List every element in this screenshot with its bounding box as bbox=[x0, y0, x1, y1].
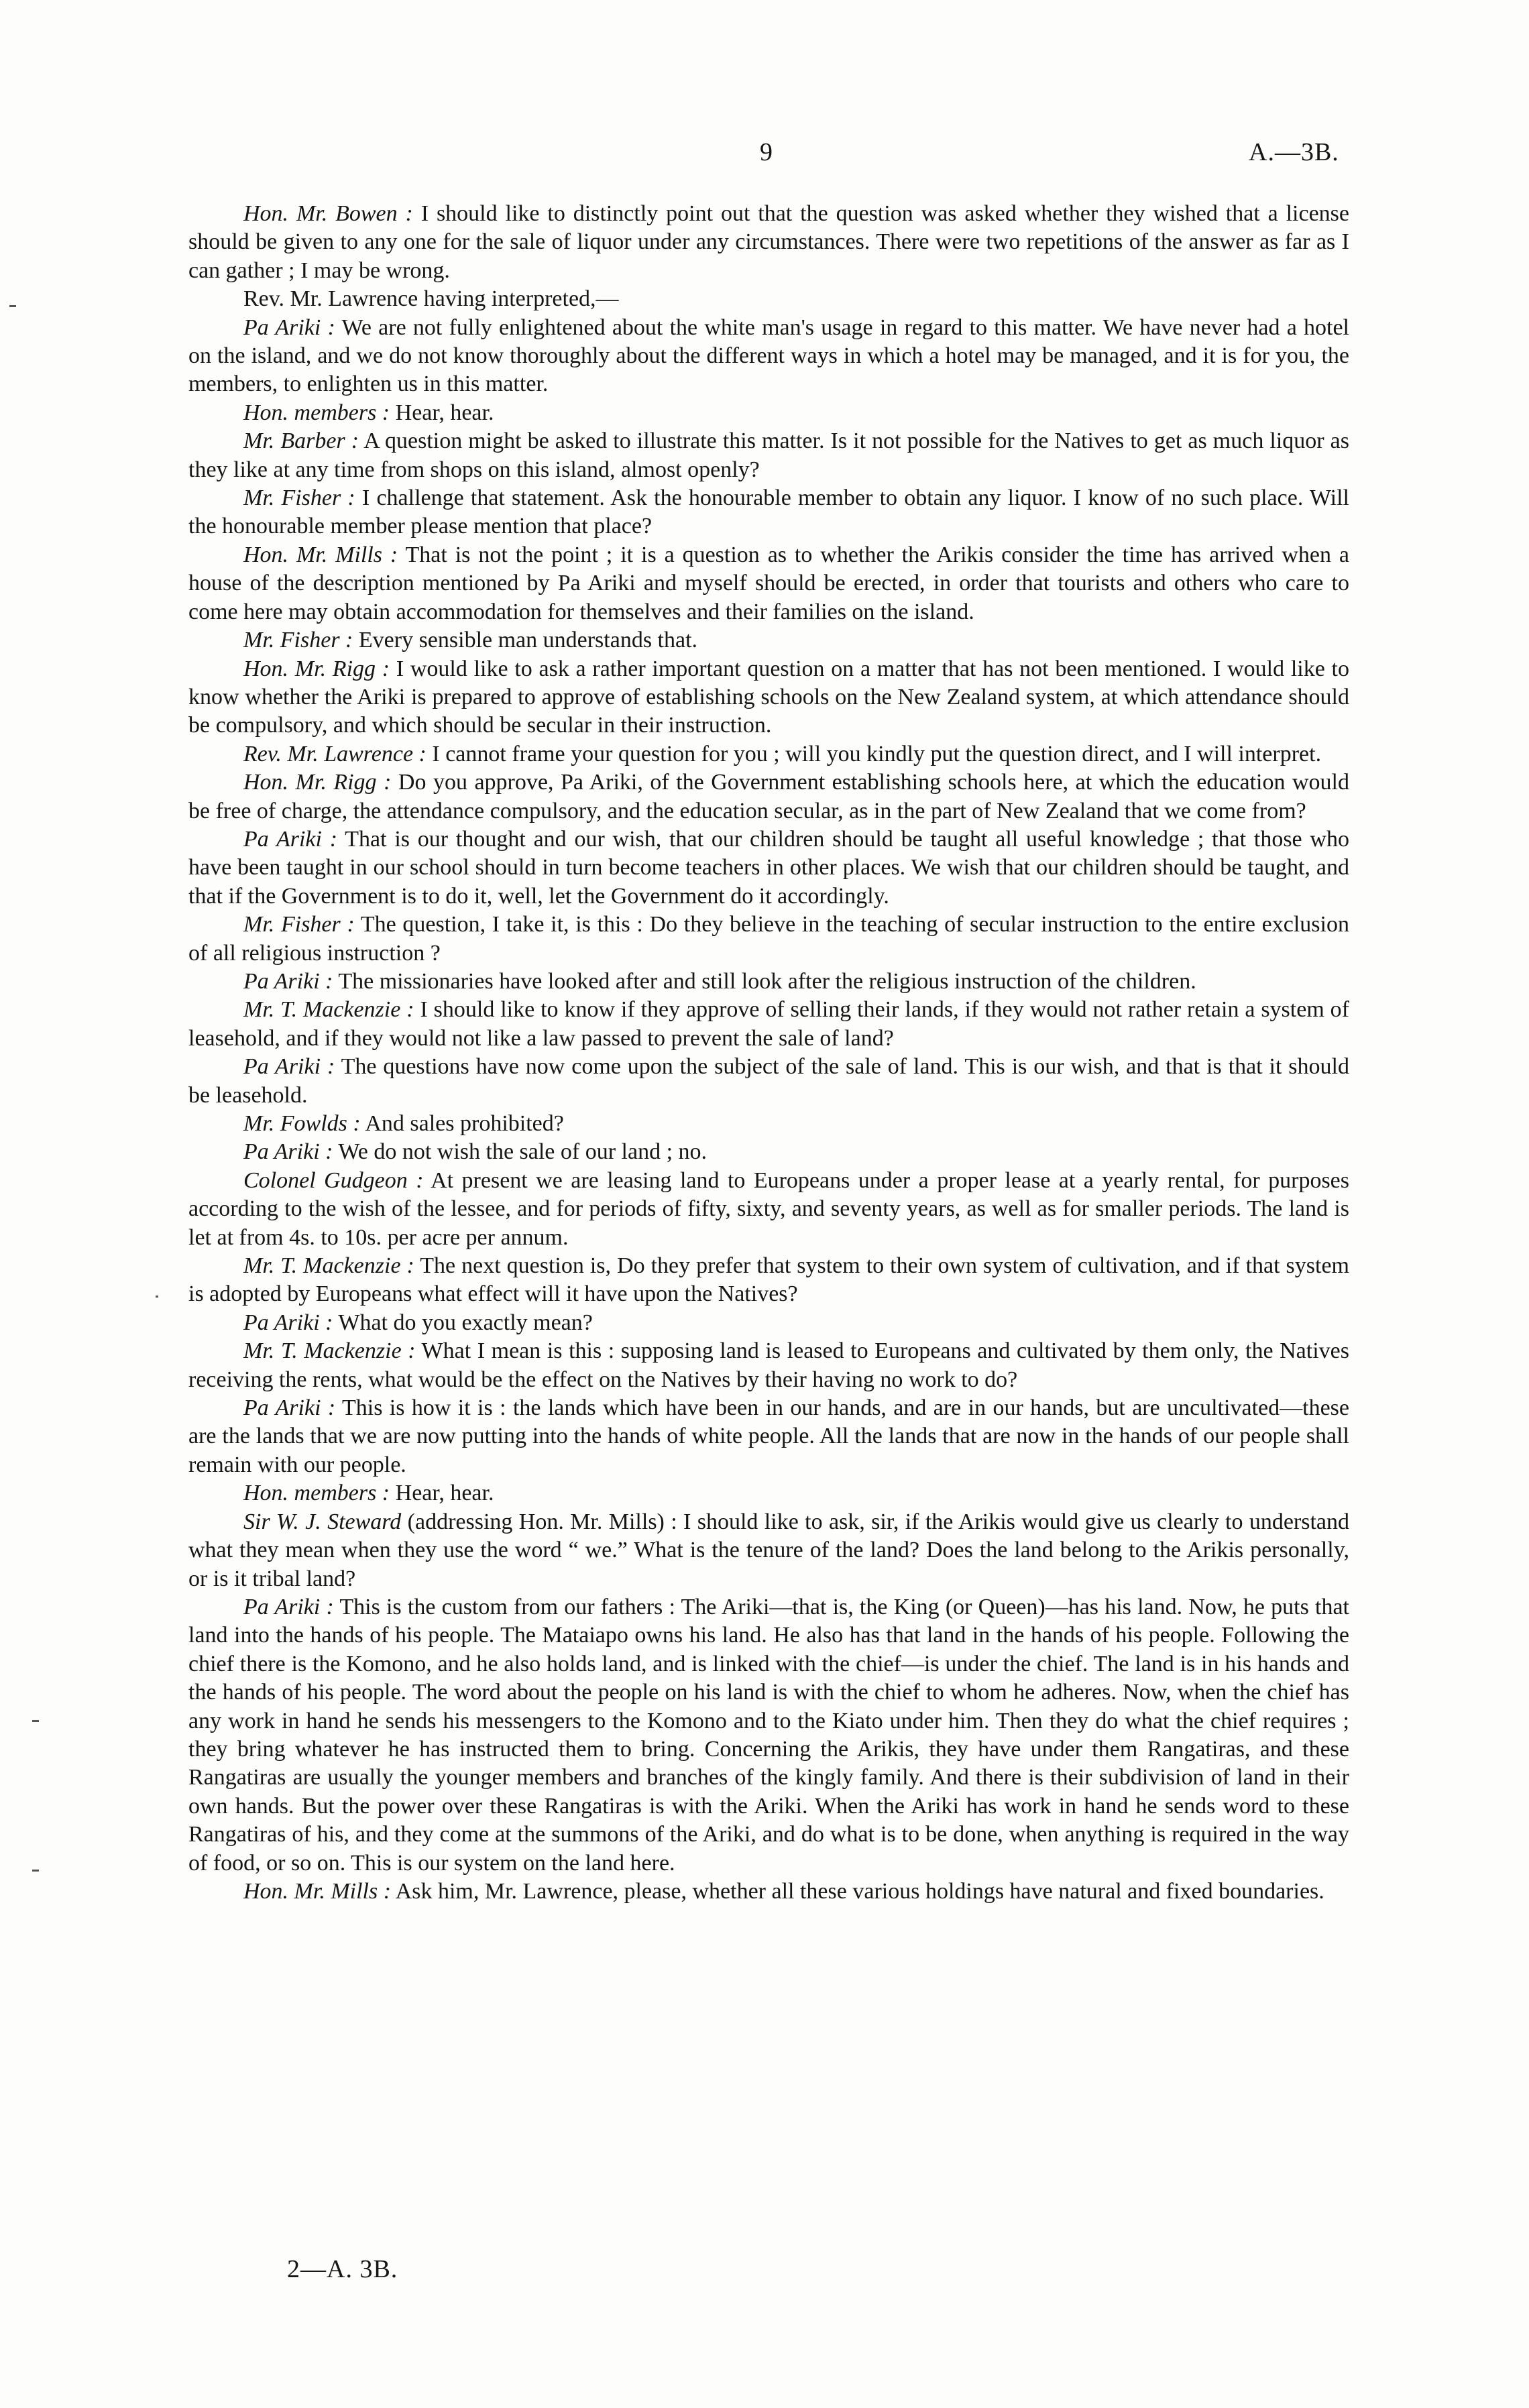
paragraph bbox=[188, 285, 1349, 313]
paragraph-text: Hear, hear. bbox=[390, 400, 494, 425]
paragraph-text: Rev. Mr. Lawrence having interpreted,— bbox=[243, 286, 619, 312]
paragraph bbox=[188, 1309, 1349, 1337]
paragraph bbox=[188, 484, 1349, 541]
document-code: A.—3B. bbox=[1249, 138, 1339, 166]
speaker-name: Mr. Barber : bbox=[243, 428, 359, 454]
paragraph bbox=[188, 1593, 1349, 1878]
speaker-name: Hon. Mr. Mills : bbox=[243, 542, 398, 567]
speaker-name: Mr. T. Mackenzie : bbox=[243, 997, 414, 1023]
paragraph-text: Do you approve, Pa Ariki, of the Government establishing schools here, at which the education would be free of charge, the attendance compulsory, and the education secular, as in the part of New Zealand that we come from? bbox=[188, 770, 1349, 823]
paragraph bbox=[188, 314, 1349, 399]
paragraph bbox=[188, 768, 1349, 825]
paragraph-text: I cannot frame your question for you ; will you kindly put the question direct, and I will interpret. bbox=[426, 741, 1322, 766]
paragraph bbox=[188, 200, 1349, 285]
speaker-name: Sir W. J. Steward bbox=[243, 1509, 402, 1534]
paragraph-text: This is how it is : the lands which have been in our hands, and are in our hands, but are uncultivated—these are the lands that we are now putting into the hands of white people. All the lands that are now in the hands of our people shall remain with our people. bbox=[188, 1395, 1349, 1477]
paragraph bbox=[188, 1479, 1349, 1507]
speaker-name: Mr. T. Mackenzie : bbox=[243, 1338, 416, 1364]
speaker-name: Colonel Gudgeon : bbox=[243, 1167, 424, 1193]
paragraph-text: This is the custom from our fathers : The Ariki—that is, the King (or Queen)—has his land. Now, he puts that land into the hands of his people. The Mataiapo owns his land. He also has that land in the hands of his people. Following the chief there is the Komono, and he also holds land, and is linked with the chief—is under the chief. The land is in his hands and the hands of his people. The word about the people on his land is with the chief to whom he adheres. Now, when the chief has any work in hand he sends his messengers to the Komono and to the Kiato under him. Then they do what the chief requires ; they bring whatever he has instructed them to bring. Concerning the Arikis, they have under them Rangatiras, and these Rangatiras are usually the younger members and branches of the kingly family. And there is their subdivision of land in their own hands. But the power over these Rangatiras is with the Ariki. When the Ariki has work in hand he sends word to these Rangatiras of his, and they come at the summons of the Ariki, and do what is to be done, when anything is required in the way of food, or so on. This is our system on the land here. bbox=[188, 1594, 1349, 1876]
margin-mark bbox=[32, 1720, 39, 1722]
speaker-name: Hon. members : bbox=[243, 400, 390, 425]
paragraph bbox=[188, 911, 1349, 968]
speaker-name: Hon. Mr. Rigg : bbox=[243, 770, 392, 795]
speaker-name: Hon. Mr. Mills : bbox=[243, 1878, 392, 1904]
speaker-name: Pa Ariki : bbox=[243, 314, 335, 340]
paragraph-text: I should like to know if they approve of selling their lands, if they would not rather retain a system of leasehold, and if they would not like a law passed to prevent the sale of land? bbox=[188, 997, 1349, 1051]
speaker-name: Pa Ariki : bbox=[243, 1054, 335, 1080]
paragraph bbox=[188, 740, 1349, 768]
speaker-name: Rev. Mr. Lawrence : bbox=[243, 741, 427, 766]
paragraph-text: A question might be asked to illustrate this matter. Is it not possible for the Natives to get as much liquor as they like at any time from shops on this island, almost openly? bbox=[188, 428, 1350, 482]
paragraph-text: Hear, hear. bbox=[390, 1481, 494, 1506]
speaker-name: Pa Ariki : bbox=[243, 1139, 333, 1165]
paragraph-text: And sales prohibited? bbox=[360, 1111, 564, 1136]
paragraph bbox=[188, 968, 1349, 996]
speaker-name: Pa Ariki : bbox=[243, 826, 338, 852]
paragraph bbox=[188, 825, 1349, 911]
paragraph bbox=[188, 996, 1349, 1053]
speaker-name: Hon. members : bbox=[243, 1481, 390, 1506]
paragraph bbox=[188, 626, 1349, 654]
paragraph bbox=[188, 1110, 1349, 1138]
paragraph-text: Ask him, Mr. Lawrence, please, whether all these various holdings have natural and fixed boundaries. bbox=[391, 1878, 1324, 1904]
margin-mark bbox=[32, 1870, 39, 1872]
paragraph bbox=[188, 1878, 1349, 1906]
speaker-name: Hon. Mr. Rigg : bbox=[243, 656, 390, 681]
margin-mark bbox=[9, 305, 16, 307]
paragraph-text: Every sensible man understands that. bbox=[353, 628, 698, 653]
paragraph bbox=[188, 427, 1349, 484]
paragraph-text: I challenge that statement. Ask the honourable member to obtain any liquor. I know of no such place. Will the honourable member please mention that place? bbox=[188, 485, 1349, 539]
speaker-name: Mr. T. Mackenzie : bbox=[243, 1253, 414, 1279]
speaker-name: Pa Ariki : bbox=[243, 1594, 334, 1619]
page-header bbox=[0, 137, 1529, 178]
paragraph-text: At present we are leasing land to Europeans under a proper lease at a yearly rental, for purposes according to the wish of the lessee, and for periods of fifty, sixty, and seventy years, as well as for smaller periods. The land is let at from 4s. to 10s. per acre per annum. bbox=[188, 1167, 1349, 1250]
body-text bbox=[188, 200, 1349, 1906]
paragraph-text: That is our thought and our wish, that our children should be taught all useful knowledge ; that those who have been taught in our school should in turn become teachers in other places. We wish that our children should be taught, and that if the Government is to do it, well, let the Government do it accordingly. bbox=[188, 826, 1349, 909]
paragraph bbox=[188, 1252, 1349, 1309]
paragraph bbox=[188, 1167, 1349, 1252]
margin-mark bbox=[156, 1296, 158, 1298]
paragraph-text: What I mean is this : supposing land is leased to Europeans and cultivated by them only, the Natives receiving the rents, what would be the effect on the Natives by their having no work to do? bbox=[188, 1338, 1349, 1392]
paragraph bbox=[188, 399, 1349, 427]
paragraph bbox=[188, 1508, 1349, 1593]
speaker-name: Pa Ariki : bbox=[243, 968, 333, 994]
speaker-name: Hon. Mr. Bowen : bbox=[243, 201, 413, 226]
page-number: 9 bbox=[760, 138, 773, 166]
paragraph bbox=[188, 1394, 1349, 1479]
paragraph bbox=[188, 541, 1349, 626]
paragraph-text: The missionaries have looked after and still look after the religious instruction of the children. bbox=[333, 968, 1196, 994]
paragraph bbox=[188, 1337, 1349, 1394]
signature-mark: 2—A. 3B. bbox=[287, 2255, 398, 2283]
paragraph-text: The next question is, Do they prefer that system to their own system of cultivation, and if that system is adopted by Europeans what effect will it have upon the Natives? bbox=[188, 1253, 1349, 1307]
paragraph-text: The questions have now come upon the subject of the sale of land. This is our wish, and that is that it should be leasehold. bbox=[188, 1054, 1349, 1108]
speaker-name: Mr. Fisher : bbox=[243, 485, 355, 511]
paragraph bbox=[188, 655, 1349, 740]
paragraph bbox=[188, 1053, 1349, 1110]
speaker-name: Pa Ariki : bbox=[243, 1310, 333, 1335]
paragraph-text: (addressing Hon. Mr. Mills) : I should like to ask, sir, if the Arikis would give us clearly to understand what they mean when they use the word “ we.” What is the tenure of the land? Does the land belong to the Arikis personally, or is it tribal land? bbox=[188, 1509, 1349, 1591]
paragraph-text: The question, I take it, is this : Do they believe in the teaching of secular instruction to the entire exclusion of all religious instruction ? bbox=[188, 912, 1349, 966]
speaker-name: Mr. Fisher : bbox=[243, 912, 355, 937]
speaker-name: Pa Ariki : bbox=[243, 1395, 336, 1421]
paragraph-text: We do not wish the sale of our land ; no. bbox=[333, 1139, 707, 1165]
paragraph bbox=[188, 1138, 1349, 1166]
paragraph-text: That is not the point ; it is a question as to whether the Arikis consider the time has arrived when a house of the description mentioned by Pa Ariki and myself should be erected, in order that tourists and others who care to come here may obtain accommodation for themselves and their families on the island. bbox=[188, 542, 1349, 624]
speaker-name: Mr. Fisher : bbox=[243, 628, 353, 653]
speaker-name: Mr. Fowlds : bbox=[243, 1111, 361, 1136]
paragraph-text: I should like to distinctly point out that the question was asked whether they wished that a license should be given to any one for the sale of liquor under any circumstances. There were two repetitions of the answer as far as I can gather ; I may be wrong. bbox=[188, 201, 1349, 283]
paragraph-text: I would like to ask a rather important question on a matter that has not been mentioned. I would like to know whether the Ariki is prepared to approve of establishing schools on the New Zealand system, at which attendance should be compulsory, and which should be secular in their instruction. bbox=[188, 656, 1349, 738]
paragraph-text: What do you exactly mean? bbox=[333, 1310, 593, 1335]
paragraph-text: We are not fully enlightened about the white man's usage in regard to this matter. We have never had a hotel on the island, and we do not know thoroughly about the different ways in which a hotel may be managed, and it is for you, the members, to enlighten us in this matter. bbox=[188, 314, 1350, 397]
